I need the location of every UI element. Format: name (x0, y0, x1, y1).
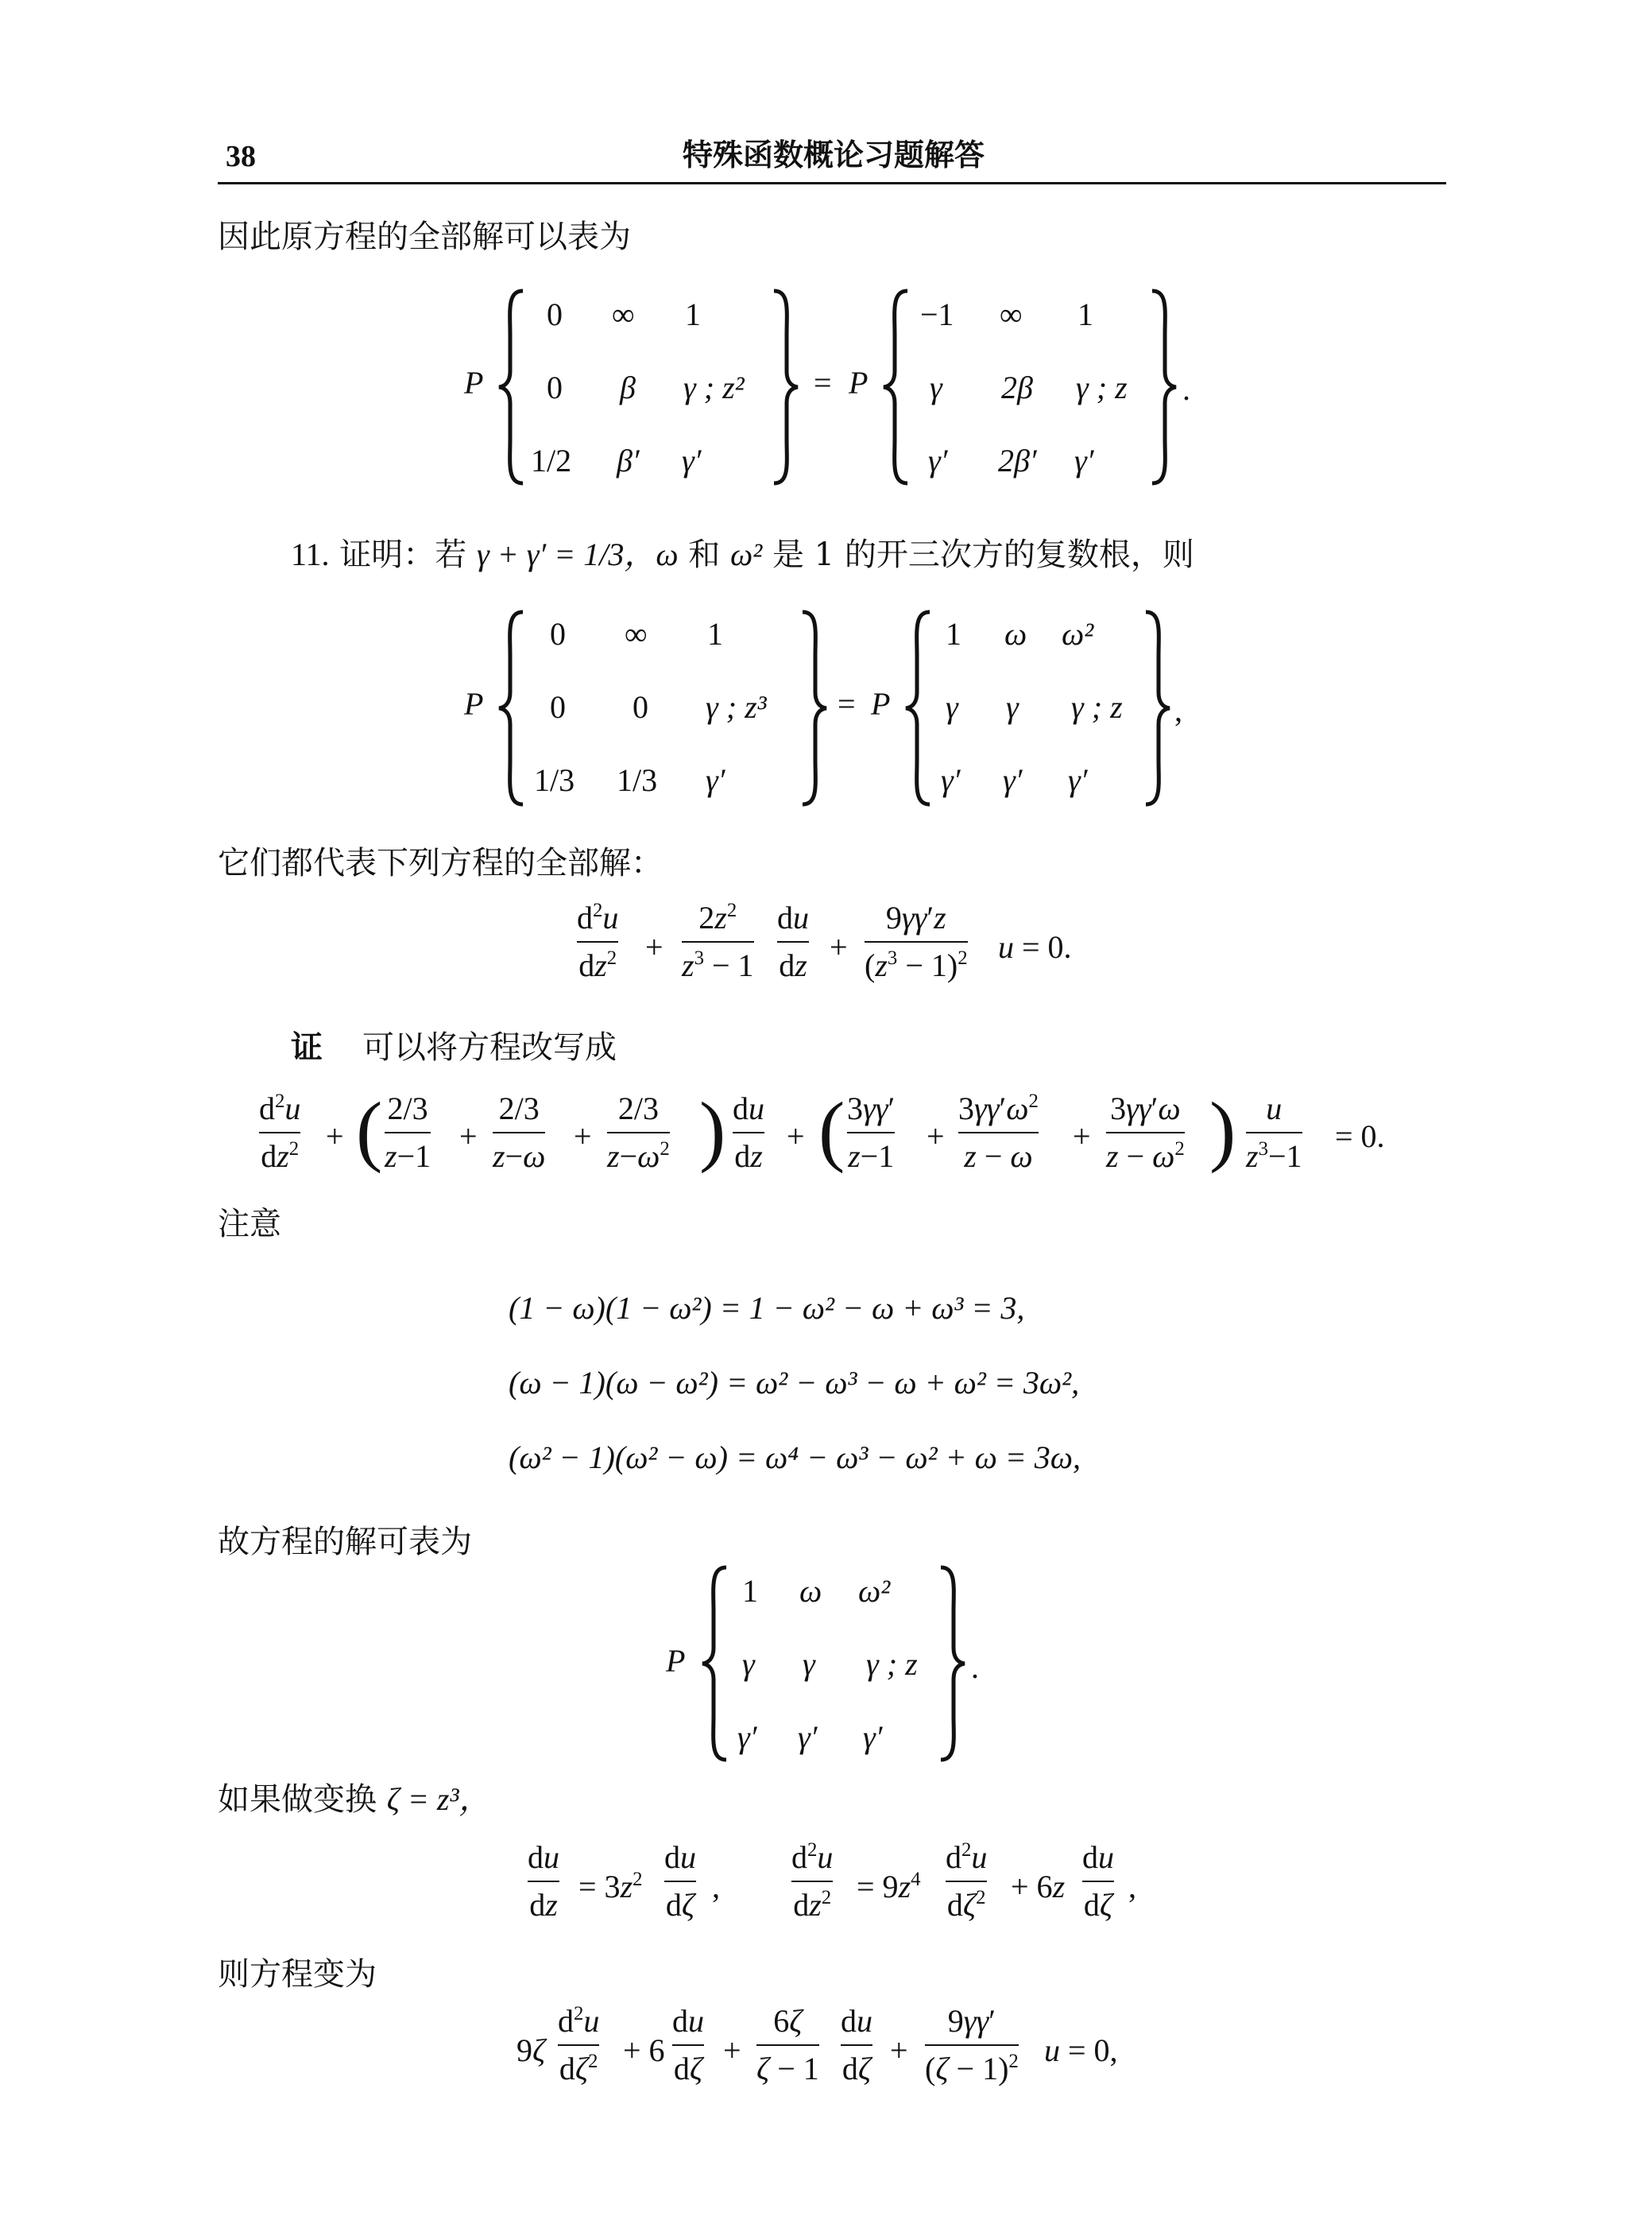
fraction: du dζ (664, 1839, 696, 1923)
matrix-cell: γ′ (1074, 443, 1094, 478)
matrix-cell: 1 (1077, 296, 1093, 332)
fraction: 2/3 $z-\omega^2$ (607, 1091, 670, 1174)
header-rule (218, 182, 1446, 184)
matrix-cell: 0 (547, 370, 563, 405)
identity-2: (ω − 1)(ω − ω²) = ω² − ω³ − ω + ω² = 3ω², (509, 1365, 1080, 1400)
identity-1: (1 − ω)(1 − ω²) = 1 − ω² − ω + ω³ = 3, (509, 1290, 1025, 1326)
paragraph-transform: 如果做变换 ζ = z³， (218, 1781, 491, 1818)
left-brace (880, 288, 912, 486)
p-symbol: P (666, 1643, 686, 1679)
left-brace (699, 1564, 731, 1763)
matrix-cell: γ′ (1068, 762, 1088, 798)
matrix-cell: γ (1006, 689, 1019, 725)
fraction: 9γγ′ $(\zeta - 1)^2$ (925, 2003, 1019, 2086)
matrix-cell: γ′ (1003, 762, 1023, 798)
matrix-cell: γ′ (941, 762, 961, 798)
matrix-cell: γ (930, 370, 942, 405)
fraction: $d^2u$ $dz^2$ (791, 1839, 834, 1923)
matrix-cell: γ (742, 1646, 755, 1682)
matrix-cell: 0 (550, 616, 566, 652)
matrix-cell: γ ; z³ (706, 689, 767, 725)
fraction: $d^2u$ $dz^2$ (259, 1091, 301, 1174)
p-symbol: P (464, 686, 484, 722)
page-number: 38 (226, 140, 256, 173)
matrix-cell: ω (1004, 616, 1027, 652)
matrix-cell: γ′ (706, 762, 725, 798)
matrix-cell: γ′ (682, 443, 702, 478)
fraction: du dζ (841, 2003, 872, 2086)
paragraph-result: 则方程变为 (218, 1956, 377, 1993)
matrix-cell: 2β (1001, 370, 1033, 405)
matrix-cell: γ′ (863, 1719, 883, 1755)
matrix-cell: ω (799, 1573, 822, 1609)
matrix-cell: γ ; z (1076, 370, 1128, 405)
matrix-cell: γ′ (798, 1719, 818, 1755)
matrix-cell: ∞ (612, 296, 635, 332)
fraction: du dζ (672, 2003, 704, 2086)
right-brace (769, 288, 801, 486)
matrix-cell: γ ; z (866, 1646, 918, 1682)
matrix-cell: 1/3 (617, 762, 658, 798)
left-brace (496, 288, 528, 486)
fraction: 3γγ′ω $z - \omega^2$ (1106, 1091, 1185, 1174)
matrix-cell: γ′ (737, 1719, 757, 1755)
matrix-cell: ∞ (1000, 296, 1023, 332)
left-brace (496, 609, 528, 808)
identity-3: (ω² − 1)(ω² − ω) = ω⁴ − ω³ − ω² + ω = 3ω, (509, 1439, 1081, 1475)
fraction: 9γγ′z $(z^3 - 1)^2$ (865, 900, 968, 983)
fraction: du dz (733, 1091, 764, 1174)
matrix-cell: 1 (946, 616, 961, 652)
right-brace (1147, 288, 1179, 486)
fraction: $d^2u$ $d\zeta^2$ (558, 2003, 600, 2086)
matrix-cell: 1/3 (534, 762, 575, 798)
matrix-cell: ∞ (625, 616, 648, 652)
matrix-cell: γ ; z² (683, 370, 745, 405)
problem-11-statement: 11. 证明：若 γ + γ′ = 1/3，ω 和 ω² 是 1 的开三次方的复数根，则 (291, 537, 1194, 573)
matrix-cell: β′ (617, 443, 640, 478)
matrix-cell: 1 (742, 1573, 758, 1609)
right-brace (936, 1564, 968, 1763)
note-label: 注意 (218, 1206, 281, 1242)
matrix-cell: γ′ (928, 443, 948, 478)
matrix-cell: β (620, 370, 636, 405)
matrix-cell: ω² (1062, 616, 1094, 652)
paragraph-solution: 故方程的解可表为 (218, 1524, 472, 1560)
fraction: u $z^3-1$ (1246, 1091, 1302, 1174)
matrix-cell: 1 (707, 616, 723, 652)
fraction: $3\gamma\gamma'\omega^2$ z − ω (958, 1091, 1039, 1174)
matrix-cell: 2β′ (998, 443, 1037, 478)
fraction: $d^2u$ $dz^2$ (577, 900, 619, 983)
right-brace (1141, 609, 1173, 808)
left-brace (903, 609, 934, 808)
fraction: $2z^2$ $z^3 - 1$ (682, 900, 754, 983)
matrix-cell: γ ; z (1071, 689, 1123, 725)
p-symbol: P (871, 686, 891, 722)
matrix-cell: 0 (633, 689, 648, 725)
matrix-cell: γ (946, 689, 958, 725)
matrix-cell: 0 (547, 296, 563, 332)
fraction: du dz (528, 1839, 559, 1923)
proof-label: 证 (291, 1029, 323, 1066)
fraction: du dz (777, 900, 809, 983)
matrix-cell: ω² (858, 1573, 891, 1609)
fraction: 2/3 z−ω (493, 1091, 546, 1174)
matrix-cell: 1 (685, 296, 701, 332)
p-symbol: P (849, 365, 869, 401)
matrix-cell: 1/2 (531, 443, 572, 478)
matrix-cell: −1 (920, 296, 954, 332)
fraction: 2/3 z−1 (385, 1091, 431, 1174)
matrix-cell: γ (803, 1646, 815, 1682)
fraction: $d^2u$ $d\zeta^2$ (946, 1839, 988, 1923)
fraction: 6ζ ζ − 1 (756, 2003, 819, 2086)
running-title: 特殊函数概论习题解答 (683, 137, 985, 172)
fraction: du dζ (1082, 1839, 1114, 1923)
p-symbol: P (464, 365, 484, 401)
paragraph-intro: 因此原方程的全部解可以表为 (218, 219, 631, 255)
proof-text: 可以将方程改写成 (362, 1029, 617, 1066)
right-brace (798, 609, 830, 808)
matrix-cell: 0 (550, 689, 566, 725)
paragraph-representation: 它们都代表下列方程的全部解： (218, 845, 663, 881)
fraction: 3γγ′ z−1 (847, 1091, 896, 1174)
